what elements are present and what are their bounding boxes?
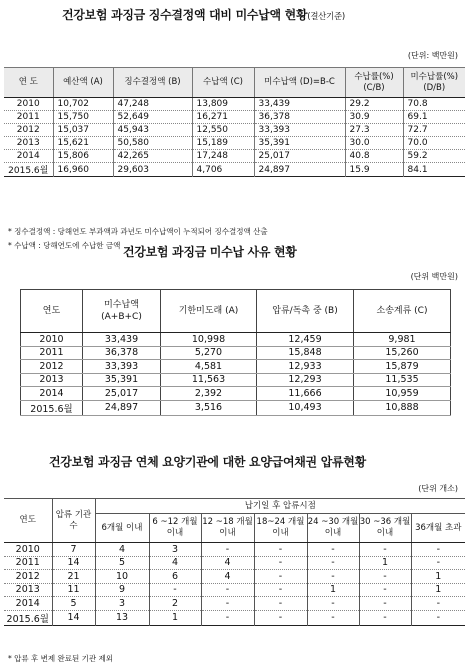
subheader-cell: 18~24 개월 이내	[254, 514, 307, 543]
table-row	[4, 570, 465, 584]
data-cell: -	[307, 556, 359, 570]
data-cell: 27.3	[345, 124, 403, 137]
table-header-row	[4, 68, 465, 98]
data-cell: 4,706	[192, 163, 254, 177]
header-cell: 연 도	[4, 68, 53, 98]
data-cell: 11	[52, 583, 95, 597]
data-cell: 15,189	[192, 137, 254, 150]
year-cell: 2012	[4, 570, 52, 584]
data-cell: 11,666	[257, 387, 354, 401]
data-cell: -	[201, 597, 254, 611]
data-cell: 70.0	[403, 137, 465, 150]
data-cell: 16,960	[53, 163, 113, 177]
data-cell: 4	[95, 543, 149, 557]
year-cell: 2010	[21, 333, 83, 347]
table-header-row	[21, 290, 451, 333]
year-cell: 2011	[4, 556, 52, 570]
year-cell: 2014	[21, 387, 83, 401]
data-cell: 33,393	[254, 124, 345, 137]
data-cell: 7	[52, 543, 95, 557]
table-row	[4, 543, 465, 557]
data-cell: 14	[52, 556, 95, 570]
table-row	[4, 583, 465, 597]
data-cell: -	[201, 543, 254, 557]
section3-title: 건강보험 과징금 연체 요양기관에 대한 요양급여채권 압류현황	[49, 455, 366, 469]
data-cell: -	[411, 597, 465, 611]
data-cell: 36,378	[83, 346, 161, 360]
subheader-cell: 6개월 이내	[95, 514, 149, 543]
table-row	[4, 98, 465, 111]
year-cell: 2015.6월	[4, 163, 53, 177]
header-cell: 수납액 (C)	[192, 68, 254, 98]
table-row	[21, 360, 451, 374]
table-row	[4, 556, 465, 570]
year-cell: 2013	[4, 583, 52, 597]
data-cell: -	[254, 556, 307, 570]
data-cell: 11,535	[354, 373, 451, 387]
header-cell: 미수납액 (A+B+C)	[83, 290, 161, 333]
data-cell: 33,439	[83, 333, 161, 347]
data-cell: 24,897	[254, 163, 345, 177]
data-cell: 12,293	[257, 373, 354, 387]
data-cell: -	[359, 543, 411, 557]
data-cell: 25,017	[254, 150, 345, 163]
data-cell: -	[307, 543, 359, 557]
data-cell: 4,581	[161, 360, 257, 374]
year-cell: 2013	[4, 137, 53, 150]
year-cell: 2015.6월	[4, 610, 52, 625]
data-cell: 47,248	[113, 98, 192, 111]
header-cell: 기한미도래 (A)	[161, 290, 257, 333]
table-row	[21, 346, 451, 360]
data-cell: -	[359, 570, 411, 584]
data-cell: 30.0	[345, 137, 403, 150]
table-header-row	[4, 499, 465, 514]
data-cell: 1	[411, 583, 465, 597]
data-cell: 9	[95, 583, 149, 597]
subheader-cell: 36개월 초과	[411, 514, 465, 543]
data-cell: 70.8	[403, 98, 465, 111]
data-cell: 1	[149, 610, 201, 625]
data-cell: 15,879	[354, 360, 451, 374]
year-cell: 2010	[4, 98, 53, 111]
subheader-cell: 24 ~30 개월 이내	[307, 514, 359, 543]
data-cell: 11,563	[161, 373, 257, 387]
table-row	[4, 124, 465, 137]
section2-title: 건강보험 과징금 미수납 사유 현황	[123, 245, 297, 259]
collection-status-table	[4, 67, 465, 177]
data-cell: 12,933	[257, 360, 354, 374]
data-cell: 15,750	[53, 111, 113, 124]
data-cell: 3	[149, 543, 201, 557]
header-cell: 압류/독촉 중 (B)	[257, 290, 354, 333]
data-cell: -	[411, 543, 465, 557]
year-cell: 2012	[21, 360, 83, 374]
data-cell: -	[254, 583, 307, 597]
data-cell: 10,998	[161, 333, 257, 347]
data-cell: 2,392	[161, 387, 257, 401]
data-cell: 12,459	[257, 333, 354, 347]
section1-note-2: * 수납액 : 당해연도에 수납한 금액	[8, 241, 121, 250]
data-cell: 3,516	[161, 400, 257, 415]
data-cell: 5,270	[161, 346, 257, 360]
data-cell: 30.9	[345, 111, 403, 124]
data-cell: -	[359, 610, 411, 625]
data-cell: 10,959	[354, 387, 451, 401]
data-cell: 3	[95, 597, 149, 611]
section1-note-1: * 징수결정액 : 당해연도 부과액과 과년도 미수납액이 누적되어 징수결정액 산출	[8, 227, 268, 236]
data-cell: 69.1	[403, 111, 465, 124]
data-cell: 15,806	[53, 150, 113, 163]
data-cell: 15,848	[257, 346, 354, 360]
table-row	[4, 137, 465, 150]
data-cell: 13	[95, 610, 149, 625]
subheader-cell: 6 ~12 개월 이내	[149, 514, 201, 543]
table-row	[21, 373, 451, 387]
header-seized-count: 압류 기관수	[52, 499, 95, 543]
header-cell: 수납률(%) (C/B)	[345, 68, 403, 98]
section1-unit: (단위: 백만원)	[407, 51, 458, 60]
data-cell: 16,271	[192, 111, 254, 124]
section1-title-text: 건강보험 과징금 징수결정액 대비 미수납액 현황	[62, 8, 308, 22]
data-cell: 15,621	[53, 137, 113, 150]
data-cell: 15,260	[354, 346, 451, 360]
data-cell: 12,550	[192, 124, 254, 137]
data-cell: 10,888	[354, 400, 451, 415]
table-row	[21, 387, 451, 401]
data-cell: 4	[149, 556, 201, 570]
data-cell: 1	[359, 556, 411, 570]
data-cell: 1	[307, 583, 359, 597]
data-cell: 5	[95, 556, 149, 570]
data-cell: 10,702	[53, 98, 113, 111]
data-cell: 10	[95, 570, 149, 584]
data-cell: -	[254, 543, 307, 557]
data-cell: 15.9	[345, 163, 403, 177]
header-year: 연도	[4, 499, 52, 543]
data-cell: -	[254, 597, 307, 611]
data-cell: -	[201, 583, 254, 597]
section1-title	[62, 6, 345, 23]
section2-unit: (단위 백만원)	[410, 272, 458, 281]
data-cell: 4	[201, 556, 254, 570]
table-row	[4, 111, 465, 124]
year-cell: 2011	[4, 111, 53, 124]
data-cell: 13,809	[192, 98, 254, 111]
table-row	[4, 150, 465, 163]
data-cell: -	[307, 610, 359, 625]
header-cell: 연도	[21, 290, 83, 333]
header-cell: 소송계류 (C)	[354, 290, 451, 333]
data-cell: 29.2	[345, 98, 403, 111]
data-cell: 15,037	[53, 124, 113, 137]
header-seizure-timing: 납기일 후 압류시점	[95, 499, 465, 514]
year-cell: 2012	[4, 124, 53, 137]
data-cell: 42,265	[113, 150, 192, 163]
data-cell: 35,391	[83, 373, 161, 387]
table-row	[4, 597, 465, 611]
table-row	[4, 163, 465, 177]
data-cell: 6	[149, 570, 201, 584]
header-cell: 미수납액 (D)=B-C	[254, 68, 345, 98]
data-cell: 24,897	[83, 400, 161, 415]
subheader-cell: 12 ~18 개월 이내	[201, 514, 254, 543]
data-cell: 10,493	[257, 400, 354, 415]
table-row	[21, 333, 451, 347]
data-cell: 72.7	[403, 124, 465, 137]
data-cell: 1	[411, 570, 465, 584]
section3-note: * 압류 후 변제 완료된 기관 제외	[8, 654, 113, 663]
data-cell: -	[411, 556, 465, 570]
data-cell: 25,017	[83, 387, 161, 401]
year-cell: 2010	[4, 543, 52, 557]
table-row	[21, 400, 451, 415]
data-cell: -	[149, 583, 201, 597]
data-cell: 2	[149, 597, 201, 611]
seizure-status-table	[4, 498, 465, 626]
header-cell: 징수결정액 (B)	[113, 68, 192, 98]
year-cell: 2014	[4, 597, 52, 611]
data-cell: 50,580	[113, 137, 192, 150]
data-cell: 29,603	[113, 163, 192, 177]
unpaid-reason-table	[20, 289, 451, 416]
data-cell: -	[359, 597, 411, 611]
data-cell: 45,943	[113, 124, 192, 137]
data-cell: 59.2	[403, 150, 465, 163]
data-cell: 33,393	[83, 360, 161, 374]
data-cell: 9,981	[354, 333, 451, 347]
data-cell: 14	[52, 610, 95, 625]
data-cell: 35,391	[254, 137, 345, 150]
data-cell: -	[411, 610, 465, 625]
header-cell: 미수납률(%) (D/B)	[403, 68, 465, 98]
year-cell: 2011	[21, 346, 83, 360]
data-cell: -	[254, 570, 307, 584]
data-cell: 21	[52, 570, 95, 584]
data-cell: -	[307, 570, 359, 584]
data-cell: -	[201, 610, 254, 625]
data-cell: -	[359, 583, 411, 597]
data-cell: 5	[52, 597, 95, 611]
data-cell: -	[254, 610, 307, 625]
year-cell: 2013	[21, 373, 83, 387]
data-cell: 4	[201, 570, 254, 584]
section3-unit: (단위 개소)	[418, 484, 458, 493]
year-cell: 2015.6월	[21, 400, 83, 415]
data-cell: 40.8	[345, 150, 403, 163]
year-cell: 2014	[4, 150, 53, 163]
header-cell: 예산액 (A)	[53, 68, 113, 98]
data-cell: 36,378	[254, 111, 345, 124]
data-cell: 52,649	[113, 111, 192, 124]
table-row	[4, 610, 465, 625]
data-cell: 33,439	[254, 98, 345, 111]
data-cell: 17,248	[192, 150, 254, 163]
section1-title-note: (결산기준)	[307, 12, 345, 22]
data-cell: -	[307, 597, 359, 611]
subheader-cell: 30 ~36 개월 이내	[359, 514, 411, 543]
data-cell: 84.1	[403, 163, 465, 177]
